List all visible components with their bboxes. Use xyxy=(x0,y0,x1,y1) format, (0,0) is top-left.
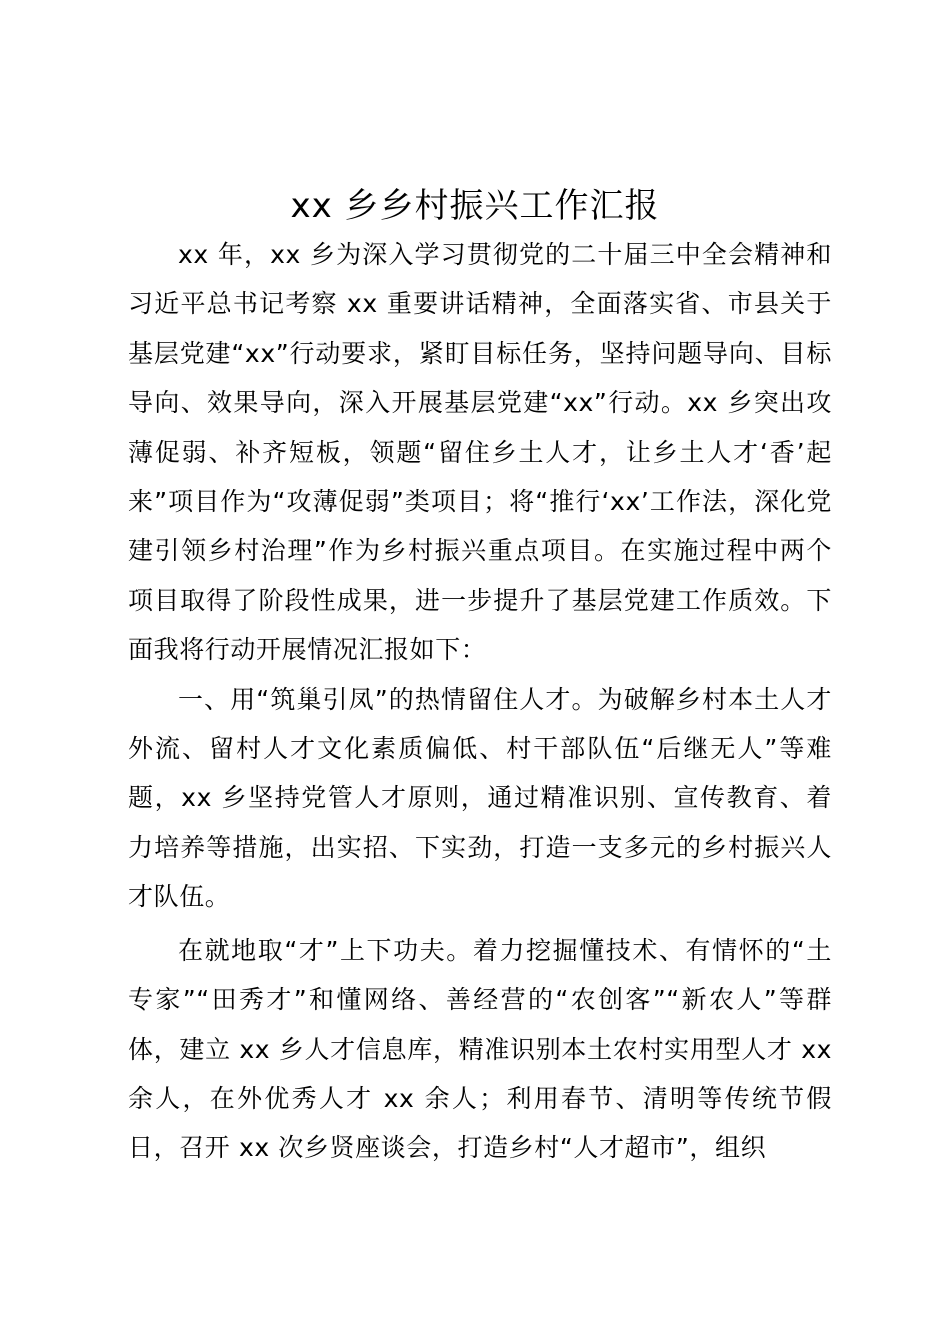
document-body xyxy=(128,230,832,1173)
paragraph-intro: xx 年，xx 乡为深入学习贯彻党的二十届三中全会精神和习近平总书记考察 xx 重要讲话精神，全面落实省、市县关于基层党建“xx”行动要求，紧盯目标任务，坚持问题导向、目标导向、效果导向，深入开展基层党建“xx”行动。xx 乡突出攻薄促弱、补齐短板，领题“留住乡土人才，让乡土人才‘香’起来”项目作为“攻薄促弱”类项目；将“推行‘xx’工作法，深化党建引领乡村治理”作为乡村振兴重点项目。在实施过程中两个项目取得了阶段性成果，进一步提升了基层党建工作质效。下面我将行动开展情况汇报如下： xyxy=(128,240,832,665)
document-title: xx 乡乡村振兴工作汇报 xyxy=(290,186,660,226)
paragraph-local-talent: 在就地取“才”上下功夫。着力挖掘懂技术、有情怀的“土专家”“田秀才”和懂网络、善经营的“农创客”“新农人”等群体，建立 xx 乡人才信息库，精准识别本土农村实用型人才 xx 余人，在外优秀人才 xx 余人；利用春节、清明等传统节假日，召开 xx 次乡贤座谈会，打造乡村“人才超市”，组织 xyxy=(128,935,832,1163)
paragraph-section-one: 一、用“筑巢引凤”的热情留住人才。为破解乡村本土人才外流、留村人才文化素质偏低、村干部队伍“后继无人”等难题，xx 乡坚持党管人才原则，通过精准识别、宣传教育、着力培养等措施，出实招、下实劲，打造一支多元的乡村振兴人才队伍。 xyxy=(128,684,832,912)
